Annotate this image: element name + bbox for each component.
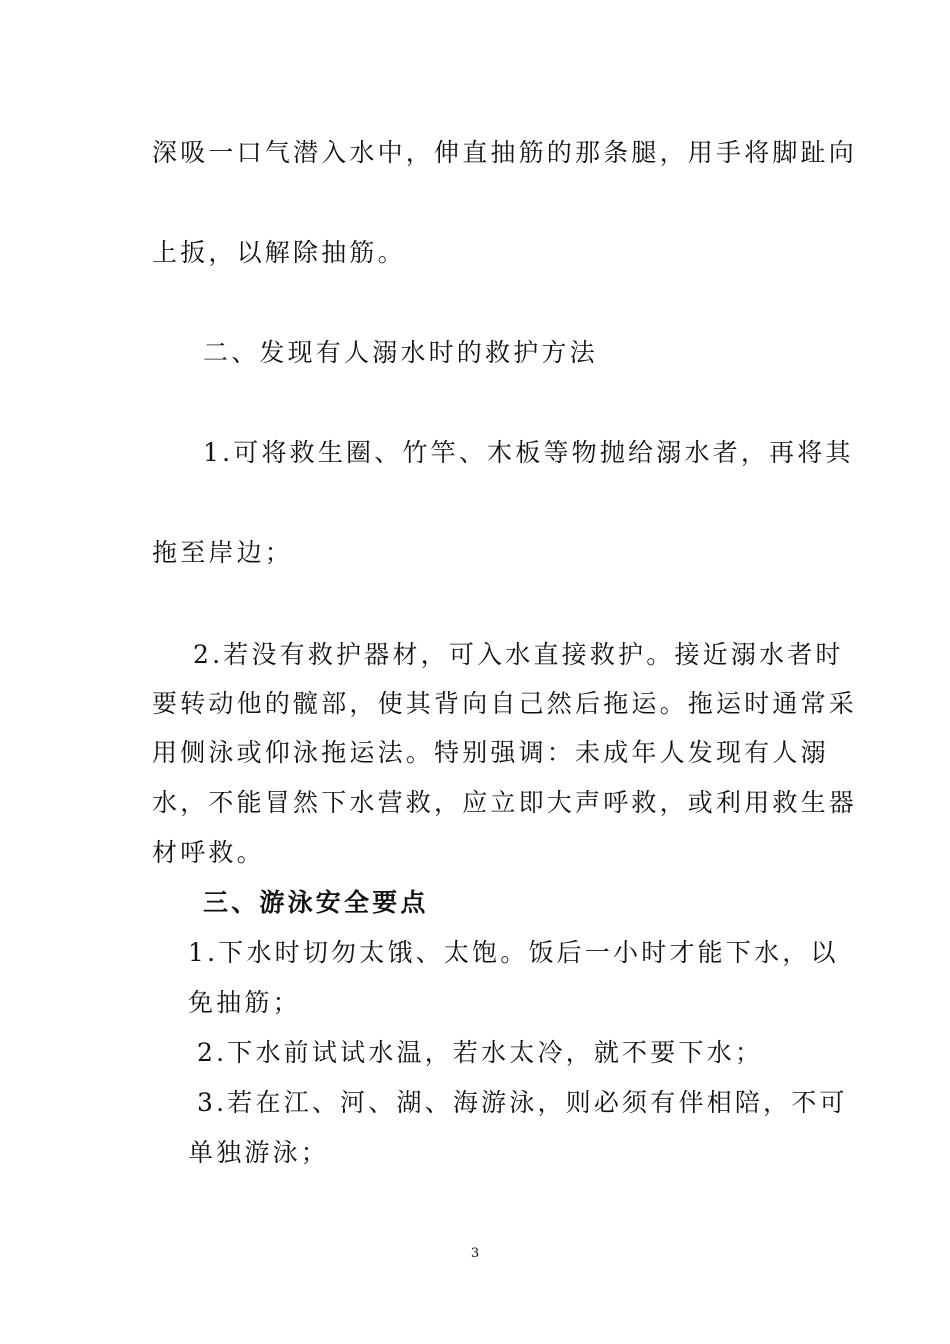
paragraph-line: 2.下水前试试水温，若水太冷，就不要下水；: [197, 1038, 764, 1067]
page-number: 3: [470, 1246, 480, 1261]
paragraph-line: 1.下水时切勿太饿、太饱。饭后一小时才能下水，以: [188, 938, 839, 967]
section-heading: 三、游泳安全要点: [203, 888, 429, 917]
paragraph-line: 水，不能冒然下水营救，应立即大声呼救，或利用救生器: [152, 788, 858, 817]
paragraph-line: 拖至岸边；: [152, 538, 294, 567]
paragraph-line: 免抽筋；: [188, 988, 301, 1017]
paragraph-line: 2.若没有救护器材，可入水直接救护。接近溺水者时: [193, 640, 844, 669]
paragraph-line: 1.可将救生圈、竹竿、木板等物抛给溺水者，再将其: [203, 438, 854, 467]
paragraph-line: 上扳，以解除抽筋。: [152, 238, 406, 267]
paragraph-line: 深吸一口气潜入水中，伸直抽筋的那条腿，用手将脚趾向: [152, 138, 858, 167]
section-heading: 二、发现有人溺水时的救护方法: [203, 338, 598, 367]
paragraph-line: 要转动他的髋部，使其背向自己然后拖运。拖运时通常采: [152, 689, 858, 718]
paragraph-line: 单独游泳；: [188, 1138, 330, 1167]
paragraph-line: 用侧泳或仰泳拖运法。特别强调：未成年人发现有人溺: [152, 738, 829, 767]
paragraph-line: 3.若在江、河、湖、海游泳，则必须有伴相陪，不可: [197, 1088, 848, 1117]
paragraph-line: 材呼救。: [152, 838, 265, 867]
